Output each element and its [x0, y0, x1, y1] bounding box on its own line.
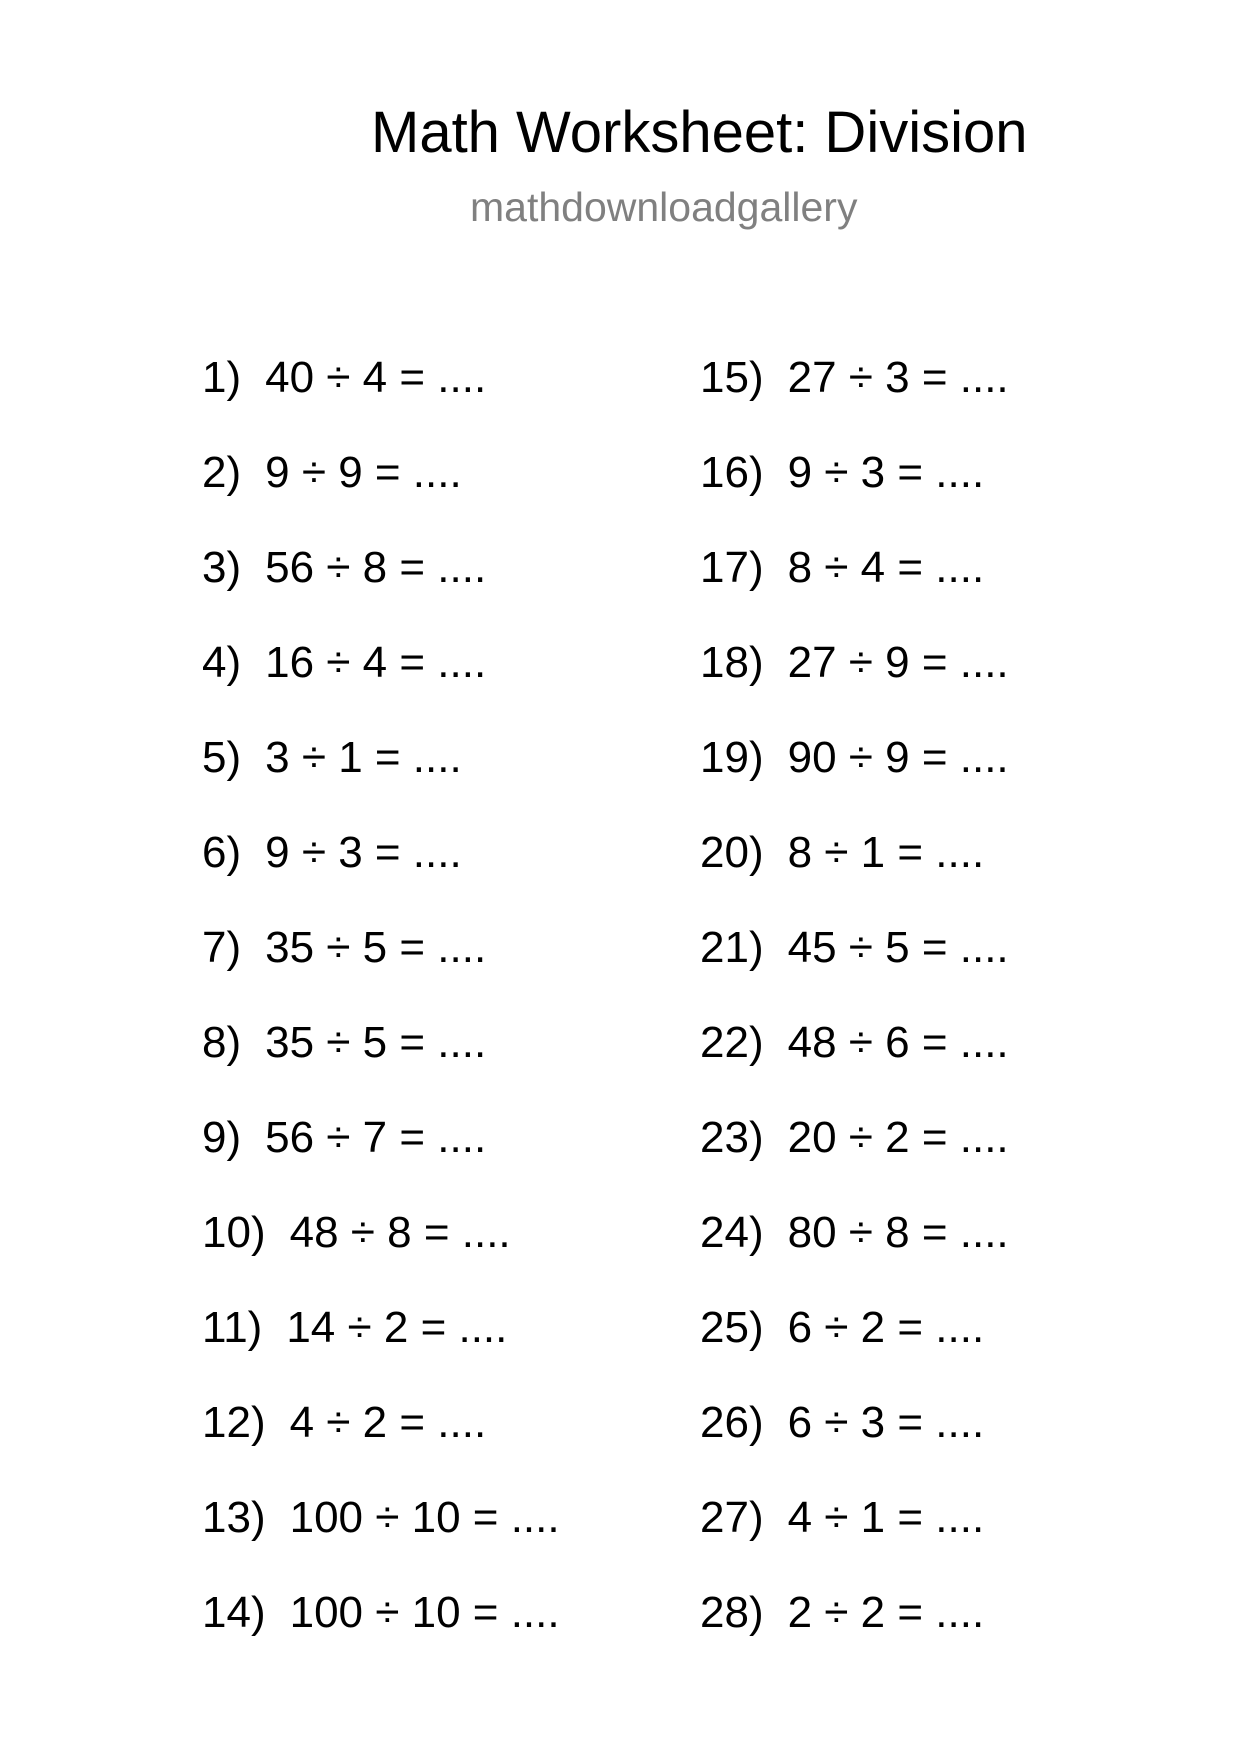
problem-number: 23)	[700, 1113, 764, 1162]
problem-item	[700, 353, 1009, 448]
problem-number: 7)	[202, 923, 242, 972]
problem-expression: 20 ÷ 2 = ....	[787, 1113, 1009, 1162]
problem-expression: 4 ÷ 2 = ....	[289, 1398, 487, 1447]
problem-item	[700, 543, 1009, 638]
problem-item	[202, 448, 560, 543]
problem-expression: 40 ÷ 4 = ....	[265, 353, 487, 402]
problem-expression: 56 ÷ 7 = ....	[265, 1113, 487, 1162]
problem-expression: 4 ÷ 1 = ....	[787, 1493, 985, 1542]
problem-expression: 35 ÷ 5 = ....	[265, 923, 487, 972]
problem-number: 11)	[202, 1303, 263, 1352]
problem-number: 18)	[700, 638, 764, 687]
problem-number: 3)	[202, 543, 242, 592]
problem-column-right	[700, 353, 1009, 1683]
problem-expression: 100 ÷ 10 = ....	[289, 1588, 560, 1637]
problem-number: 8)	[202, 1018, 242, 1067]
problem-expression: 56 ÷ 8 = ....	[265, 543, 487, 592]
problem-expression: 6 ÷ 2 = ....	[787, 1303, 985, 1352]
problem-expression: 2 ÷ 2 = ....	[787, 1588, 985, 1637]
problem-item	[700, 1018, 1009, 1113]
problem-item	[202, 733, 560, 828]
problem-column-left	[202, 353, 560, 1683]
problem-item	[202, 1398, 560, 1493]
problem-expression: 80 ÷ 8 = ....	[787, 1208, 1009, 1257]
problem-item	[202, 1018, 560, 1113]
worksheet-title: Math Worksheet: Division	[371, 100, 1028, 165]
problem-expression: 8 ÷ 1 = ....	[787, 828, 985, 877]
problem-number: 28)	[700, 1588, 764, 1637]
problem-expression: 9 ÷ 3 = ....	[265, 828, 462, 877]
problem-item	[700, 1113, 1009, 1208]
problem-item	[700, 638, 1009, 733]
problem-number: 12)	[202, 1398, 266, 1447]
problem-item	[202, 1208, 560, 1303]
problem-number: 24)	[700, 1208, 764, 1257]
problem-item	[202, 1493, 560, 1588]
problem-number: 19)	[700, 733, 764, 782]
problem-expression: 100 ÷ 10 = ....	[289, 1493, 560, 1542]
problem-expression: 9 ÷ 3 = ....	[787, 448, 985, 497]
problem-number: 14)	[202, 1588, 266, 1637]
problem-number: 20)	[700, 828, 764, 877]
problem-item	[700, 448, 1009, 543]
problem-number: 6)	[202, 828, 242, 877]
problem-number: 16)	[700, 448, 764, 497]
problem-number: 27)	[700, 1493, 764, 1542]
problem-expression: 27 ÷ 9 = ....	[787, 638, 1009, 687]
problem-expression: 6 ÷ 3 = ....	[787, 1398, 985, 1447]
problem-item	[700, 1398, 1009, 1493]
problem-item	[700, 1303, 1009, 1398]
problem-expression: 9 ÷ 9 = ....	[265, 448, 462, 497]
problem-expression: 14 ÷ 2 = ....	[286, 1303, 508, 1352]
problem-item	[202, 828, 560, 923]
worksheet-subtitle: mathdownloadgallery	[470, 184, 858, 230]
problem-item	[202, 923, 560, 1018]
problem-item	[202, 1113, 560, 1208]
problem-item	[202, 638, 560, 733]
problem-expression: 3 ÷ 1 = ....	[265, 733, 462, 782]
problem-item	[202, 353, 560, 448]
problem-number: 4)	[202, 638, 242, 687]
problem-number: 21)	[700, 923, 764, 972]
problem-number: 13)	[202, 1493, 266, 1542]
problem-number: 15)	[700, 353, 764, 402]
problem-item	[202, 1588, 560, 1683]
problem-expression: 16 ÷ 4 = ....	[265, 638, 487, 687]
problem-number: 17)	[700, 543, 764, 592]
problem-number: 9)	[202, 1113, 242, 1162]
problem-item	[700, 923, 1009, 1018]
problem-number: 22)	[700, 1018, 764, 1067]
problem-number: 10)	[202, 1208, 266, 1257]
problem-expression: 8 ÷ 4 = ....	[787, 543, 985, 592]
problem-item	[700, 1208, 1009, 1303]
problem-item	[700, 828, 1009, 923]
problem-expression: 35 ÷ 5 = ....	[265, 1018, 487, 1067]
problem-number: 1)	[202, 353, 242, 402]
problem-number: 25)	[700, 1303, 764, 1352]
problem-expression: 48 ÷ 8 = ....	[289, 1208, 511, 1257]
problem-number: 26)	[700, 1398, 764, 1447]
problem-item	[202, 1303, 560, 1398]
problem-expression: 45 ÷ 5 = ....	[787, 923, 1009, 972]
problem-expression: 27 ÷ 3 = ....	[787, 353, 1009, 402]
problem-item	[202, 543, 560, 638]
problem-number: 5)	[202, 733, 242, 782]
problem-expression: 90 ÷ 9 = ....	[787, 733, 1009, 782]
problem-item	[700, 1493, 1009, 1588]
problem-expression: 48 ÷ 6 = ....	[787, 1018, 1009, 1067]
problem-number: 2)	[202, 448, 242, 497]
problem-item	[700, 733, 1009, 828]
problem-item	[700, 1588, 1009, 1683]
